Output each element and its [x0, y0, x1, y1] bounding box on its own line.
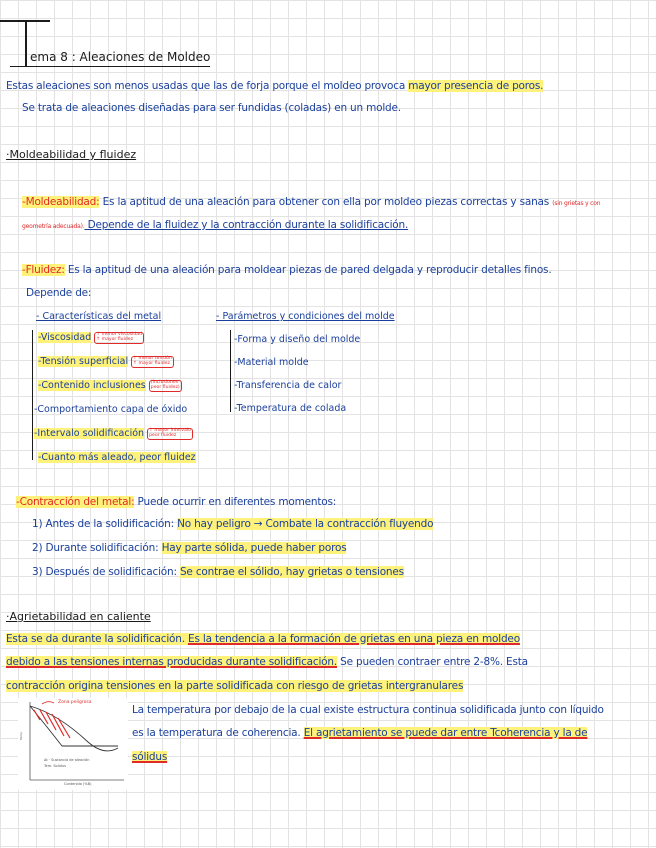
diagram-label-mid2: Tem. Solidus — [44, 764, 66, 768]
col1-item: -Contenido inclusiones (inclusiones peor fluidez) — [38, 380, 180, 392]
svg-text:Temp.: Temp. — [19, 731, 23, 740]
moldeabilidad-line-2: geometría adecuada). Depende de la fluidez y la contracción durante la solidificación. — [22, 219, 409, 231]
col1-item: -Comportamiento capa de óxido — [34, 404, 188, 415]
diagram-label-bottom: Contenido (%B) — [64, 782, 92, 786]
agrietabilidad-line-3: contracción origina tensiones en la parte solidificada con riesgo de grietas intergranulares — [6, 680, 464, 692]
contraccion-item: 1) Antes de la solidificación: No hay peligro → Combate la contracción fluyendo — [32, 518, 434, 530]
col2-bracket — [230, 330, 231, 412]
col1-item: -Tensión superficial ↑ menor tensión ↑ mayor fluidez — [38, 356, 172, 368]
section-heading-moldeabilidad: ·Moldeabilidad y fluidez — [6, 148, 137, 161]
phase-diagram-svg — [18, 698, 128, 790]
col2-item: -Forma y diseño del molde — [234, 334, 361, 345]
col1-item: -Intervalo solidificación ↑ mayor intervalo peor fluidez — [34, 428, 191, 440]
coherencia-line-2: es la temperatura de coherencia. El agrietamiento se puede dar entre Tcoherencia y la de — [132, 727, 588, 739]
col2-item: -Temperatura de colada — [234, 403, 347, 414]
intro-highlight: mayor presencia de poros. — [408, 80, 544, 92]
coherencia-line-1: La temperatura por debajo de la cual existe estructura continua solidificada junto con líquido — [132, 704, 604, 716]
col1-item: -Viscosidad ↑ menor viscosidad ↑ mayor fluidez — [38, 332, 143, 344]
fluidez-line-1: -Fluidez: Es la aptitud de una aleación para moldear piezas de pared delgada y reproducir detalles finos. — [22, 264, 552, 276]
contraccion-item: 2) Durante solidificación: Hay parte sólida, puede haber poros — [32, 542, 347, 554]
contraccion-item: 3) Después de solidificación: Se contrae el sólido, hay grietas o tensiones — [32, 566, 404, 578]
phase-diagram — [18, 698, 128, 790]
contraccion-line: -Contracción del metal: Puede ocurrir en diferentes momentos: — [16, 496, 337, 508]
col2-title: - Parámetros y condiciones del molde — [216, 311, 395, 322]
agrietabilidad-line-1: Esta se da durante la solidificación. Es la tendencia a la formación de grietas en una pieza en moldeo — [6, 633, 520, 645]
diagram-label-top: Zona peligrosa — [58, 700, 92, 705]
title-stem — [25, 20, 27, 66]
depende-label: Depende de: — [26, 287, 92, 299]
col1-bracket — [32, 330, 33, 460]
col2-item: -Material molde — [234, 357, 309, 368]
col1-item: -Cuanto más aleado, peor fluidez — [38, 452, 196, 463]
coherencia-line-3: sólidus — [132, 751, 168, 763]
agrietabilidad-line-2: debido a las tensiones internas producidas durante solidificación. Se pueden contraer entre 2-8%. Esta — [6, 656, 528, 668]
section-heading-agrietabilidad: ·Agrietabilidad en caliente — [6, 610, 151, 623]
intro-line-2: Se trata de aleaciones diseñadas para ser fundidas (coladas) en un molde. — [22, 102, 401, 114]
col2-item: -Transferencia de calor — [234, 380, 342, 391]
title-underline — [10, 66, 210, 67]
page-title: ema 8 : Aleaciones de Moldeo — [30, 50, 211, 64]
diagram-label-mid: Δt · Sustancia de aleación — [44, 758, 90, 762]
col1-title: - Características del metal — [36, 311, 162, 322]
moldeabilidad-line-1: -Moldeabilidad: Es la aptitud de una aleación para obtener con ella por moldeo piezas correctas y sanas (sin grietas y con — [22, 196, 601, 208]
intro-line-1: Estas aleaciones son menos usadas que las de forja porque el moldeo provoca mayor presencia de poros. — [6, 80, 544, 92]
